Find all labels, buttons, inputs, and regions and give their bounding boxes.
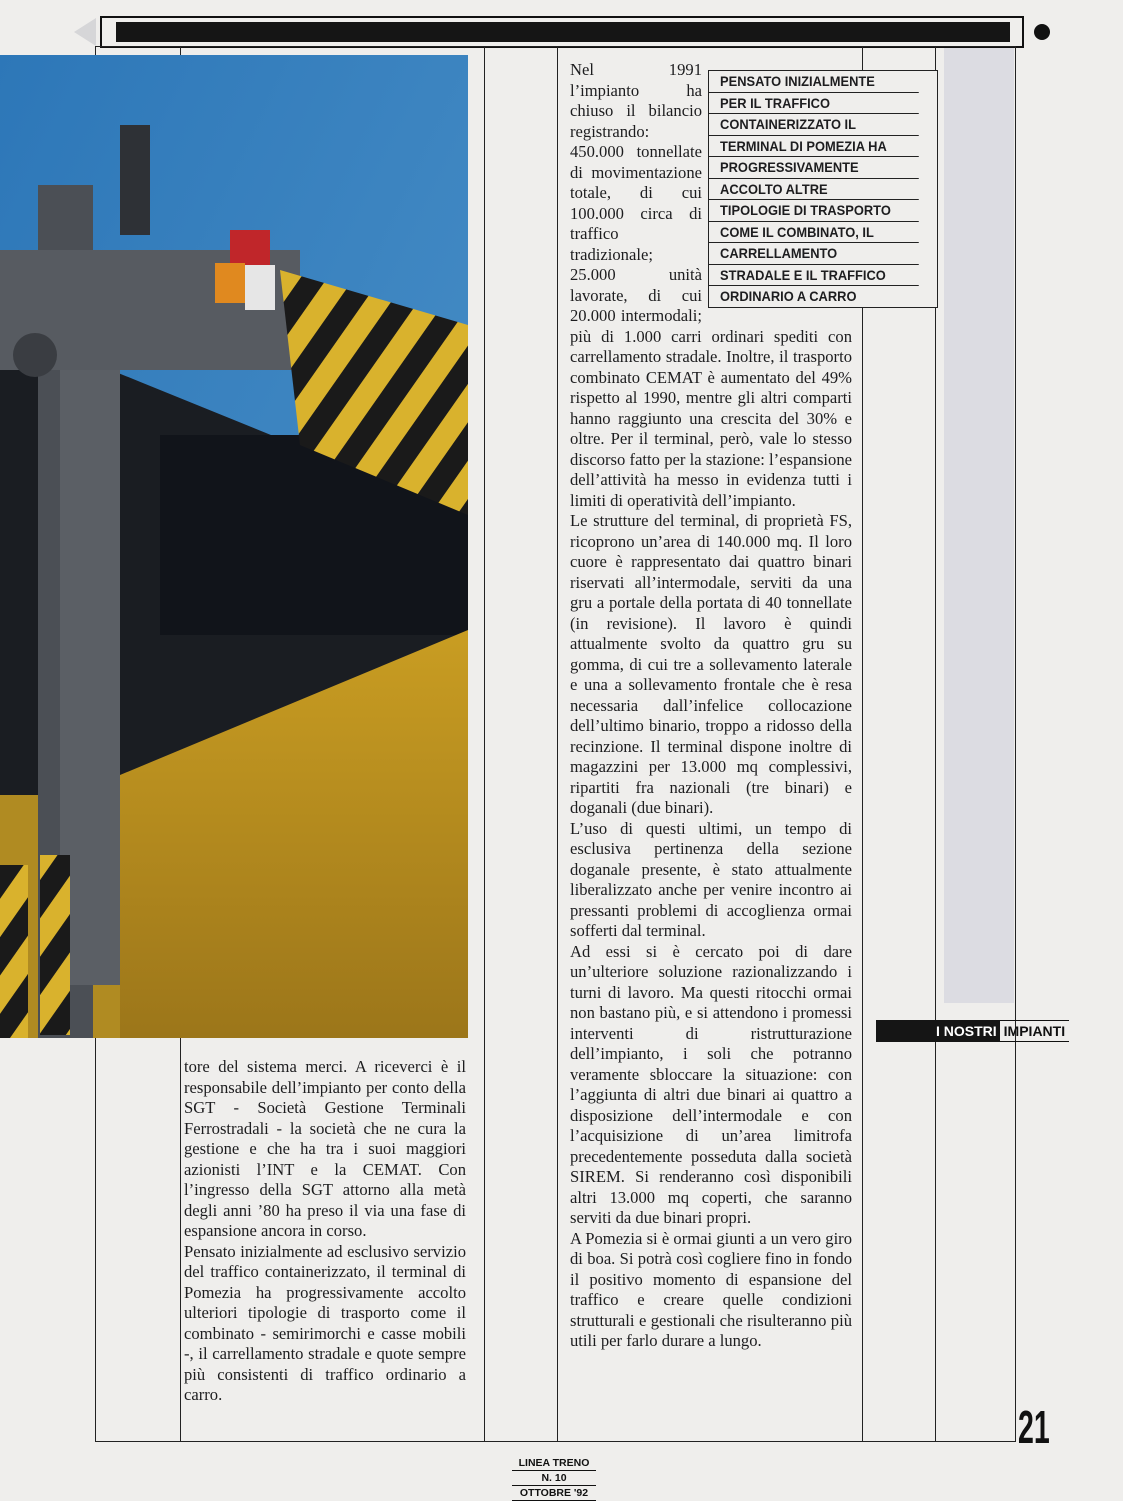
- section-tab-part1: I NOSTRI: [876, 1020, 1000, 1042]
- pull-quote-line: STRADALE E IL TRAFFICO: [709, 265, 919, 287]
- paragraph: Le strutture del terminal, di proprietà FS, ricoprono un’area di 140.000 mq. Il loro cuore è rappresentato dai quattro binari riservati all’intermodale, serviti da una gru a portale della portata di 40 tonnellate (in revisione). Il lavoro è quindi attualmente svolto da quattro gru su gomma, di cui tre a sollevamento laterale e una a sollevamento frontale che è resa necessaria dall’infelice collocazione dell’ultimo binario, troppo a ridosso della recinzione. Il terminal dispone inoltre di magazzini per 13.000 mq complessivi, ripartiti fra nazionali (tre binari) e doganali (due binari).: [570, 511, 852, 817]
- pull-quote: [708, 70, 938, 308]
- paragraph: Nel 1991 l’impianto ha chiuso il bilancio registrando: 450.000 tonnellate di movimentazione totale, di cui 100.000 circa di traffico tradizionale; 25.000 unità lavorate, di cui 20.000 intermodali; più di 1.000 carri ordinari spediti con carrellamento stradale. Inoltre, il trasporto combinato CEMAT è aumentato del 49% rispetto al 1990, mentre gli altri comparti hanno raggiunto una crescita del 30% e oltre. Per il terminal, però, vale lo stesso discorso fatto per la stazione: l’espansione dell’attività ha messo in evidenza tutti i limiti di operatività dell’impianto.: [570, 60, 852, 510]
- paragraph: A Pomezia si è ormai giunti a un vero giro di boa. Si potrà così cogliere fino in fondo il positivo momento di espansione del traffico e creare quelle condizioni strutturali e gestionali che risulteranno più utili per farlo durare a lungo.: [570, 1228, 852, 1350]
- footer-title: LINEA TRENO: [512, 1456, 596, 1471]
- frame-line-top: [95, 46, 1016, 47]
- paragraph: Ad essi si è cercato poi di dare un’ulteriore soluzione razionalizzando i turni di lavoro. Ma questi ritocchi ormai non bastano più, e si attendono i promessi interventi di ristrutturazione dell’impianto, i soli che potranno veramente sbloccare la situazione: con l’aggiunta di altri due binari ai quattro a disposizione dell’intermodale e con l’acquisizione di un’area limitrofa precedentemente posseduta dalla società SIREM. Si renderanno così disponibili altri 13.000 mq coperti, che saranno serviti da due binari propri.: [570, 941, 852, 1227]
- footer-issue: N. 10: [512, 1471, 596, 1486]
- pull-quote-line: ORDINARIO A CARRO: [720, 288, 857, 304]
- section-tab: [876, 1020, 1069, 1042]
- paragraph: tore del sistema merci. A riceverci è il responsabile dell’impianto per conto della SGT - Società Gestione Terminali Ferrostradali - la società che ne cura la gestione e che ha tra i suoi maggiori azionisti l’INT e la CEMAT. Con l’ingresso della SGT attorno alla metà degli anni ’80 ha preso il via una fase di espansione ancora in corso.: [184, 1057, 466, 1240]
- pull-quote-line: CARRELLAMENTO: [709, 243, 919, 265]
- pull-quote-line: ACCOLTO ALTRE: [709, 179, 919, 201]
- pull-quote-line: TIPOLOGIE DI TRASPORTO: [709, 200, 919, 222]
- paragraph: L’uso di questi ultimi, un tempo di esclusiva pertinenza della sezione doganale presente, è stato attualmente liberalizzato anche per venire incontro ai pressanti problemi di accoglienza ormai sofferti dal terminal.: [570, 818, 852, 940]
- header-bar: [100, 16, 1024, 48]
- pull-quote-line: COME IL COMBINATO, IL: [709, 222, 919, 244]
- pull-quote-line: PENSATO INIZIALMENTE: [709, 71, 919, 93]
- paragraph: Pensato inizialmente ad esclusivo servizio del traffico containerizzato, il terminal di Pomezia ha progressivamente accolto ulteriori tipologie di trasporto come il combinato - semirimorchi e casse mobili -, il carrellamento stradale e quote sempre più consistenti di traffico ordinario a carro.: [184, 1241, 466, 1404]
- frame-line-bottom: [95, 1441, 1016, 1442]
- pull-quote-line: PER IL TRAFFICO: [709, 93, 919, 115]
- frame-line-col3: [557, 46, 558, 1441]
- crane-photo: [0, 55, 468, 1038]
- page-number: 21: [1018, 1401, 1050, 1453]
- frame-line-col2: [484, 46, 485, 1441]
- bullet-dot-icon: [1034, 24, 1050, 40]
- section-tab-part2: IMPIANTI: [1000, 1020, 1069, 1042]
- margin-band: [944, 48, 1014, 1003]
- pull-quote-line: TERMINAL DI POMEZIA HA: [709, 136, 919, 158]
- pull-quote-line: PROGRESSIVAMENTE: [709, 157, 919, 179]
- magazine-footer: [512, 1456, 596, 1501]
- frame-line-right: [1015, 46, 1016, 1441]
- article-column-left: [184, 1057, 466, 1406]
- pull-quote-line: CONTAINERIZZATO IL: [709, 114, 919, 136]
- left-arrow-icon: [74, 18, 96, 46]
- footer-date: OTTOBRE '92: [512, 1486, 596, 1501]
- article-column-right: [570, 60, 891, 1352]
